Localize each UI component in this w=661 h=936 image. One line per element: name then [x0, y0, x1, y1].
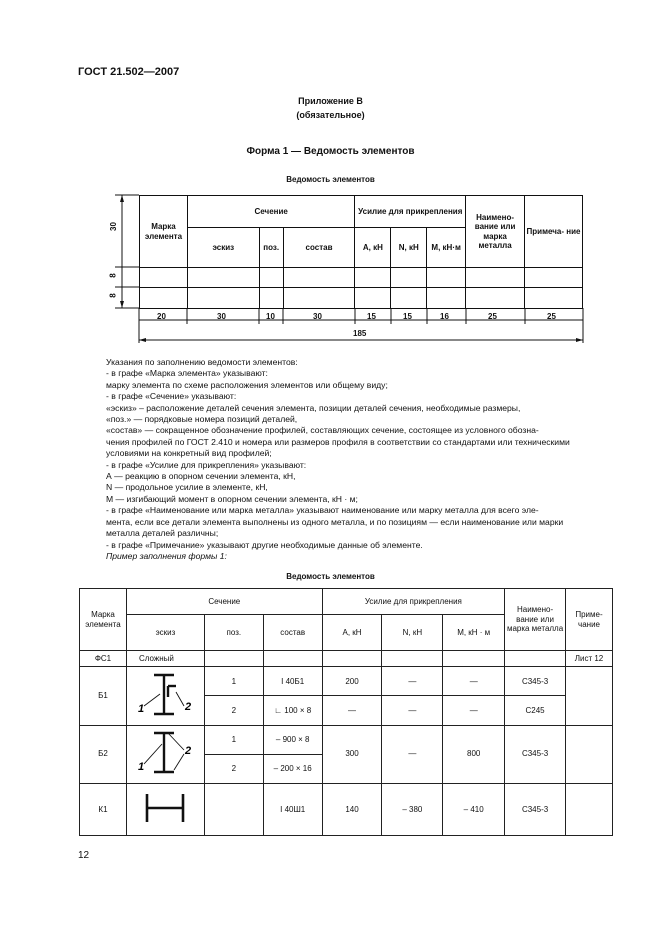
b2-label-1: 1	[138, 760, 145, 773]
cell: Сложный	[126, 651, 204, 667]
b2-label-2: 2	[185, 744, 192, 757]
instr-line: - в графе «Наименование или марка металла» указывают наименование или марку металла для всего эле-	[106, 505, 539, 516]
b1-label-2: 2	[185, 700, 192, 713]
ex-h-comp: состав	[263, 615, 322, 651]
col-dim-4: 30	[313, 312, 322, 321]
cell: 140	[322, 783, 382, 835]
form-col-pos: поз.	[259, 228, 283, 268]
col-dim-1: 20	[157, 312, 166, 321]
cell: —	[443, 667, 505, 696]
form-dimensions	[100, 190, 600, 350]
form-col-mark: Марка элемента	[140, 196, 188, 268]
ex-h-pos: поз.	[204, 615, 263, 651]
k1-section-sketch	[140, 788, 190, 828]
cell: 2	[204, 754, 263, 783]
form-col-M: М, кН·м	[427, 228, 466, 268]
col-dim-6: 15	[403, 312, 412, 321]
example-table	[79, 588, 613, 836]
instr-line: чения профилей по ГОСТ 2.410 и номера или размеров профиля в соответствии со стандартами или техническими	[106, 436, 570, 447]
appendix-title: Приложение В	[298, 96, 363, 106]
ex-h-section: Сечение	[126, 589, 322, 615]
table-row	[80, 783, 613, 835]
cell: С345-3	[505, 667, 566, 696]
example-caption: Ведомость элементов	[286, 572, 375, 581]
cell: —	[322, 696, 382, 725]
instr-line: мента, если все детали элемента выполнены из одного металла, и по позициям — если наименование или марки	[106, 516, 564, 527]
form-col-N: N, кН	[391, 228, 427, 268]
cell: 300	[322, 725, 382, 783]
cell: I 40Ш1	[263, 783, 322, 835]
k1-sketch	[126, 783, 204, 835]
ex-h-note: Приме- чание	[566, 589, 613, 651]
form-col-note: Примеча- ние	[525, 196, 583, 268]
form-caption: Ведомость элементов	[286, 175, 375, 184]
b1-section-sketch	[130, 670, 200, 720]
instr-line: - в графе «Марка элемента» указывают:	[106, 368, 268, 379]
cell: I 40Б1	[263, 667, 322, 696]
document-number: ГОСТ 21.502—2007	[78, 66, 180, 78]
ex-h-A: А, кН	[322, 615, 382, 651]
cell: – 200 × 16	[263, 754, 322, 783]
instr-line: Пример заполнения формы 1:	[106, 550, 227, 561]
b1-sketch	[126, 667, 204, 725]
cell: 1	[204, 725, 263, 754]
cell: 200	[322, 667, 382, 696]
cell: С245	[505, 696, 566, 725]
ex-h-mark: Марка элемента	[80, 589, 127, 651]
instr-line: - в графе «Усилие для прикрепления» указывают:	[106, 459, 307, 470]
col-dim-9: 25	[547, 312, 556, 321]
table-row	[80, 667, 613, 696]
form-col-metal: Наимено- вание или марка металла	[466, 196, 525, 268]
cell: 2	[204, 696, 263, 725]
cell: – 380	[382, 783, 443, 835]
appendix-status: (обязательное)	[296, 110, 365, 120]
form-col-force: Усилие для прикрепления	[355, 196, 466, 228]
cell: – 900 × 8	[263, 725, 322, 754]
instructions	[106, 357, 616, 562]
cell: —	[382, 667, 443, 696]
cell: Б1	[80, 667, 127, 725]
cell: Лист 12	[566, 651, 613, 667]
ex-h-M: М, кН · м	[443, 615, 505, 651]
cell: —	[382, 696, 443, 725]
form-col-comp: состав	[283, 228, 355, 268]
instr-line: марку элемента по схеме расположения элементов или общему виду;	[106, 379, 388, 390]
form-title: Форма 1 — Ведомость элементов	[246, 146, 415, 157]
row-dim-3: 8	[108, 293, 118, 298]
cell: К1	[80, 783, 127, 835]
cell: ФС1	[80, 651, 127, 667]
row-dim-1: 30	[108, 222, 118, 231]
col-dim-2: 30	[217, 312, 226, 321]
instr-line: N — продольное усилие в элементе, кН,	[106, 482, 268, 493]
instr-line: - в графе «Примечание» указывают другие необходимые данные об элементе.	[106, 539, 423, 550]
b2-section-sketch	[130, 728, 200, 778]
b2-sketch	[126, 725, 204, 783]
instr-line: M — изгибающий момент в опорном сечении элемента, кН · м;	[106, 493, 358, 504]
cell: 1	[204, 667, 263, 696]
cell: С345-3	[505, 783, 566, 835]
cell: – 410	[443, 783, 505, 835]
ex-h-metal: Наимено- вание или марка металла	[505, 589, 566, 651]
row-dim-2: 8	[108, 273, 118, 278]
instr-line: «эскиз» – расположение деталей сечения элемента, позиции деталей сечения, необходимые размеры,	[106, 402, 521, 413]
form-col-sketch: эскиз	[187, 228, 259, 268]
cell: Б2	[80, 725, 127, 783]
instr-line: Указания по заполнению ведомости элементов:	[106, 357, 298, 367]
table-row	[80, 651, 613, 667]
col-dim-5: 15	[367, 312, 376, 321]
cell: С345-3	[505, 725, 566, 783]
instr-line: «состав» — сокращенное обозначение профилей, составляющих сечение, состоящее из условного обозна-	[106, 425, 539, 436]
ex-h-force: Усилие для прикрепления	[322, 589, 504, 615]
page-number: 12	[78, 850, 90, 861]
instr-line: условиями на конкретный вид профилей;	[106, 448, 272, 459]
ex-h-N: N, кН	[382, 615, 443, 651]
total-width-dim: 185	[353, 329, 367, 338]
table-row	[80, 725, 613, 754]
b1-label-1: 1	[138, 702, 145, 715]
cell: —	[443, 696, 505, 725]
instr-line: - в графе «Сечение» указывают:	[106, 391, 237, 402]
instr-line: «поз.» — порядковые номера позиций деталей,	[106, 414, 298, 425]
instr-line: А — реакцию в опорном сечении элемента, кН,	[106, 471, 296, 482]
col-dim-7: 16	[440, 312, 449, 321]
cell: —	[382, 725, 443, 783]
cell: ∟ 100 × 8	[263, 696, 322, 725]
instr-line: металла деталей различны;	[106, 528, 219, 539]
ex-h-sketch: эскиз	[126, 615, 204, 651]
cell: 800	[443, 725, 505, 783]
form-col-A: А, кН	[355, 228, 391, 268]
col-dim-8: 25	[488, 312, 497, 321]
col-dim-3: 10	[266, 312, 275, 321]
form-col-section: Сечение	[187, 196, 354, 228]
